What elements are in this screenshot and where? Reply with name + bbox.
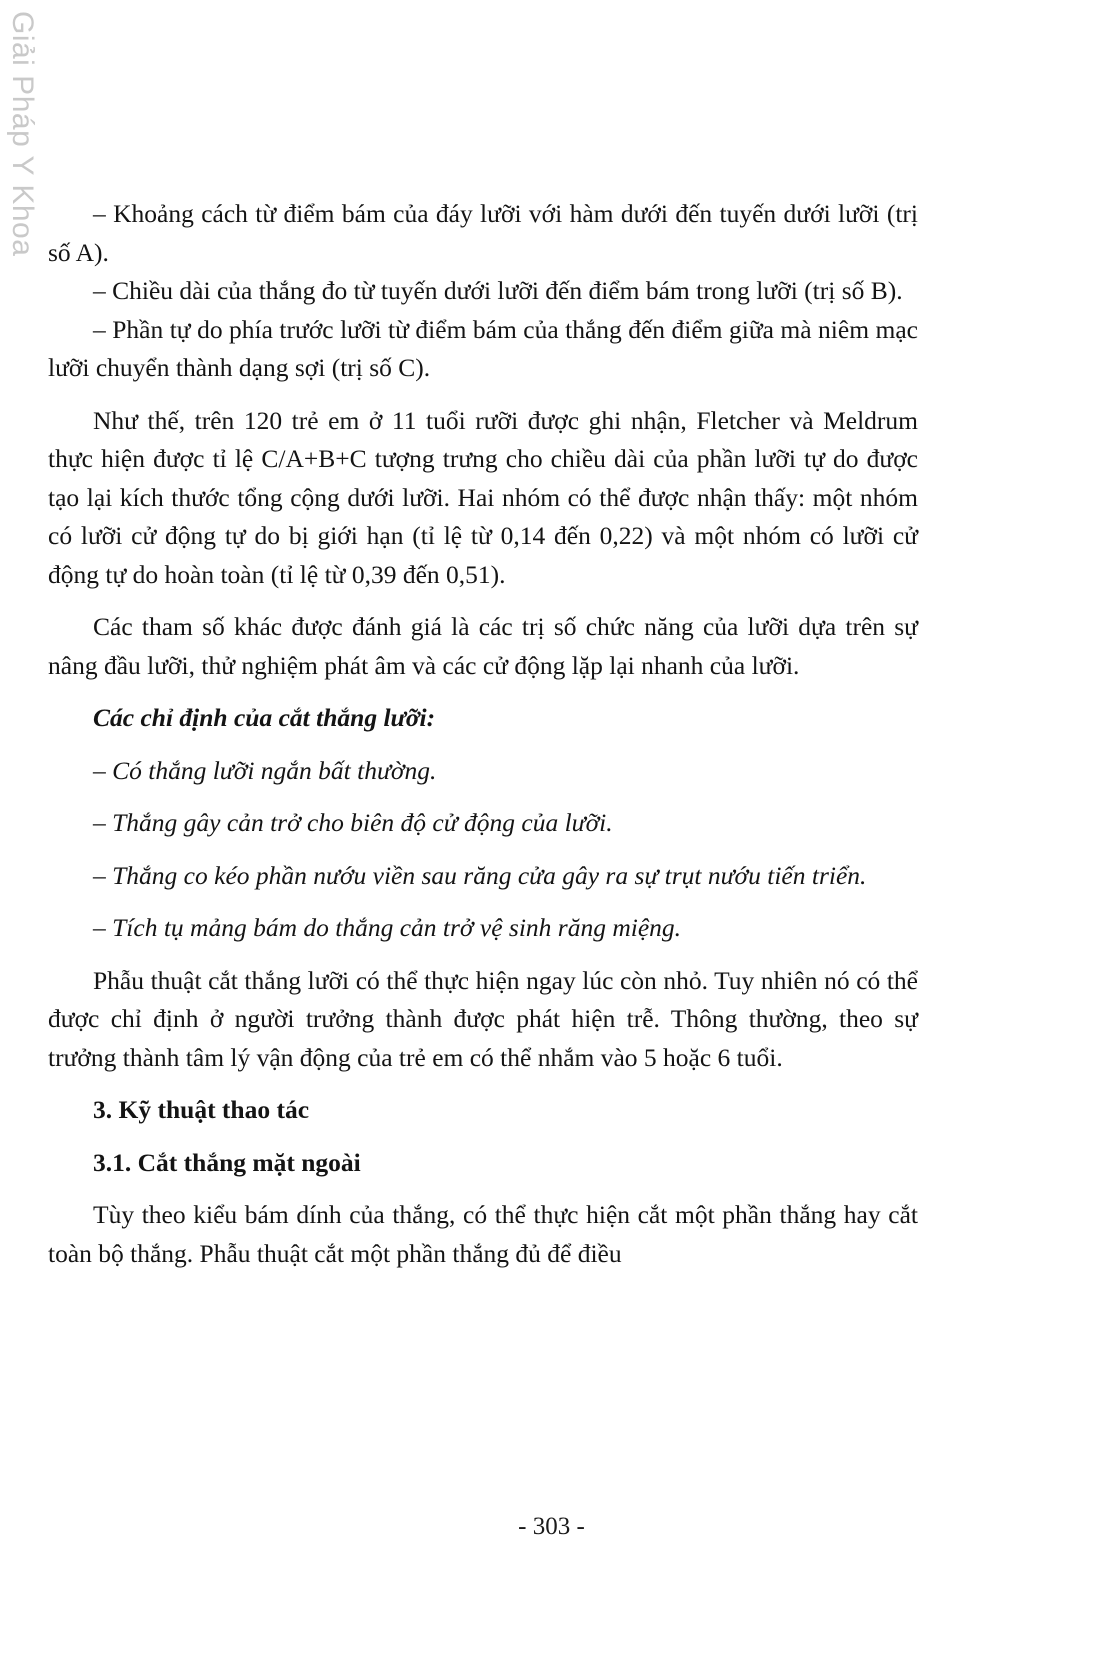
paragraph-technique: Tùy theo kiểu bám dính của thắng, có thể thực hiện cắt một phần thắng hay cắt toàn bộ thắng. Phẫu thuật cắt một phần thắng đủ để điều [48, 1200, 918, 1268]
paragraph-surgery: Phẫu thuật cắt thắng lưỡi có thể thực hiện ngay lúc còn nhỏ. Tuy nhiên nó có thể được chỉ định ở người trưởng thành được phát hiện trễ. Thông thường, theo sự trưởng thành tâm lý vận động của trẻ em có thể nhắm vào 5 hoặc 6 tuổi. [48, 965, 918, 1072]
page-number: - 303 - [518, 1513, 585, 1540]
section-heading: 3. Kỹ thuật thao tác [93, 1095, 310, 1124]
measurement-b: – Chiều dài của thắng đo từ tuyến dưới lưỡi đến điểm bám trong lưỡi (trị số B). [93, 276, 903, 305]
watermark-text: Giải Pháp Y Khoa [6, 11, 39, 257]
subsection-heading: 3.1. Cắt thắng mặt ngoài [93, 1147, 361, 1177]
indication-item: – Có thắng lưỡi ngắn bất thường. [93, 755, 437, 785]
indication-item: – Thắng co kéo phần nướu viền sau răng cửa gây ra sự trụt nướu tiến triển. [93, 860, 867, 890]
measurement-a: – Khoảng cách từ điểm bám của đáy lưỡi với hàm dưới đến tuyến dưới lưỡi (trị số A). [48, 199, 918, 267]
indications-heading: Các chỉ định của cắt thắng lưỡi: [93, 703, 436, 732]
indication-item: – Tích tụ mảng bám do thắng cản trở vệ sinh răng miệng. [93, 913, 682, 942]
paragraph-params: Các tham số khác được đánh giá là các trị số chức năng của lưỡi dựa trên sự nâng đầu lưỡi, thử nghiệm phát âm và các cử động lặp lại nhanh của lưỡi. [48, 612, 918, 680]
indication-item: – Thắng gây cản trở cho biên độ cử động của lưỡi. [93, 808, 613, 837]
measurement-c: – Phần tự do phía trước lưỡi từ điểm bám của thắng đến điểm giữa mà niêm mạc lưỡi chuyển thành dạng sợi (trị số C). [48, 314, 918, 382]
paragraph-fletcher: Như thế, trên 120 trẻ em ở 11 tuổi rưỡi được ghi nhận, Fletcher và Meldrum thực hiện được tỉ lệ C/A+B+C tượng trưng cho chiều dài của phần lưỡi tự do được tạo lại kích thước tổng cộng dưới lưỡi. Hai nhóm có thể được nhận thấy: một nhóm có lưỡi cử động tự do bị giới hạn (tỉ lệ từ 0,14 đến 0,22) và một nhóm có lưỡi cử động tự do hoàn toàn (tỉ lệ từ 0,39 đến 0,51). [48, 405, 918, 589]
page-body [48, 195, 918, 1273]
